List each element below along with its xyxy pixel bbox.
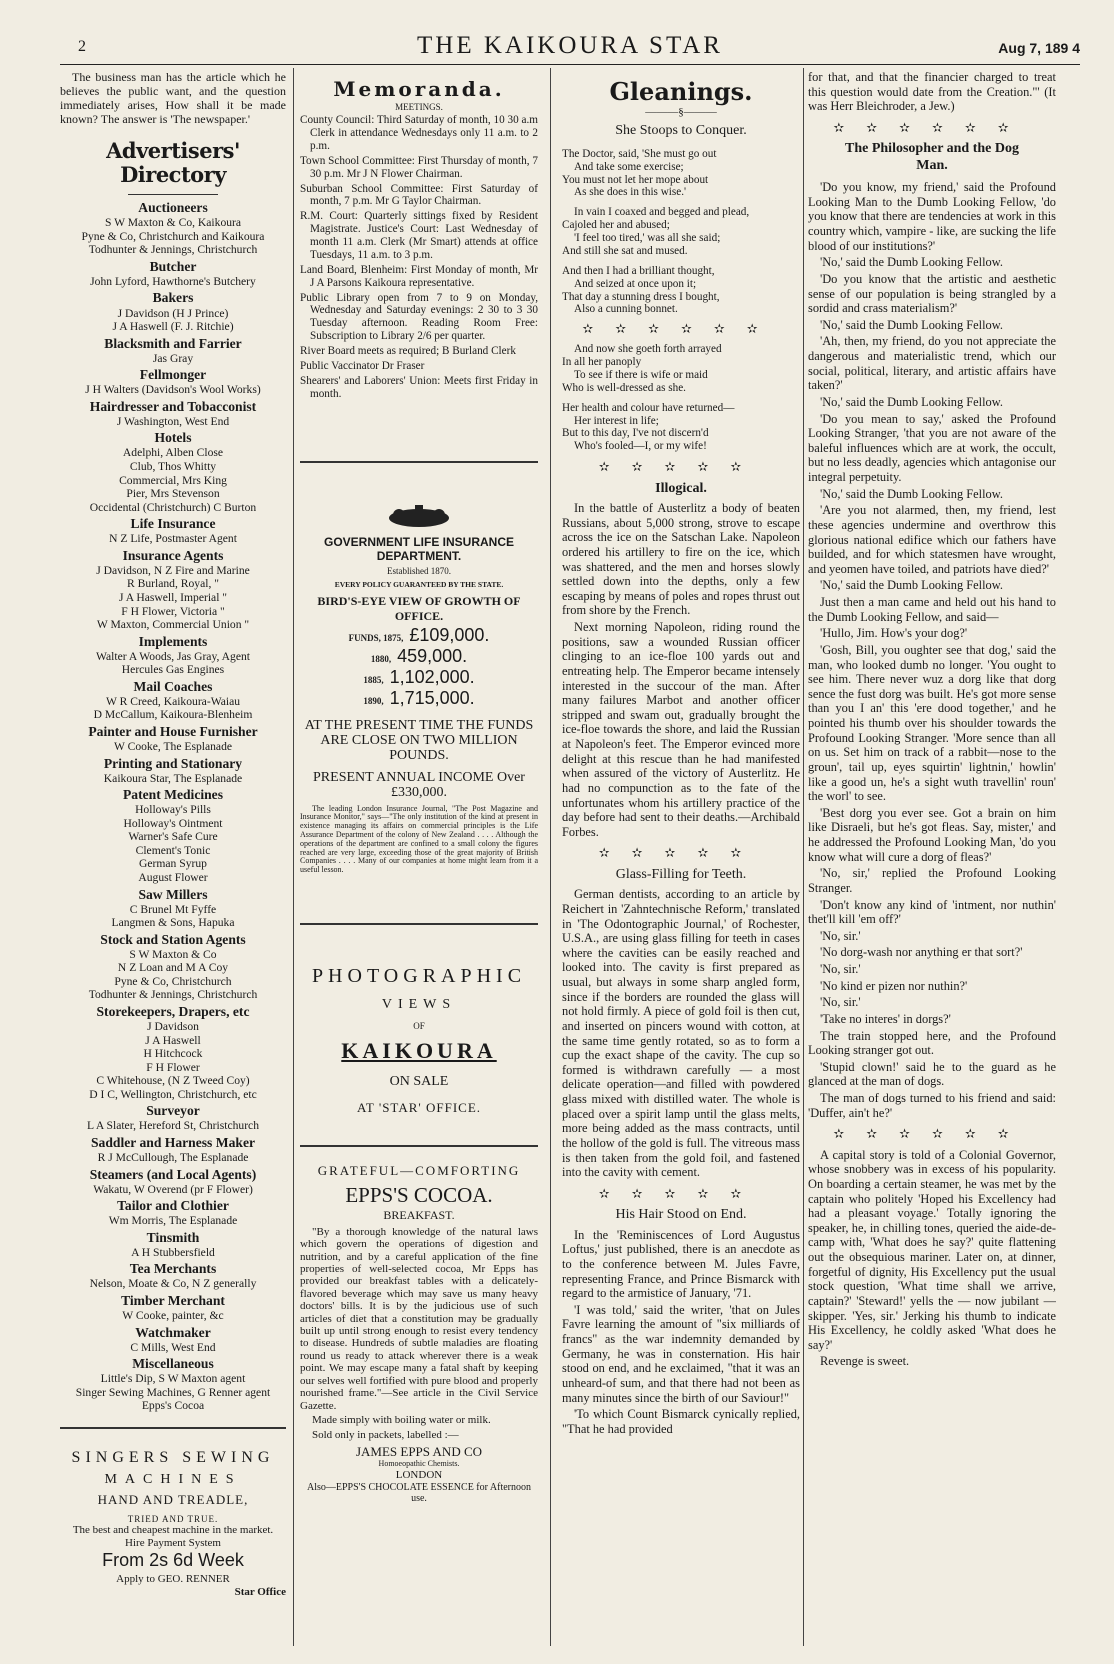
directory-entry: W R Creed, Kaikoura-Waiau [105,694,241,708]
gov-insurance-ad [300,503,538,875]
star-divider: ✫✫✫✫✫✫ [833,119,1031,135]
directory-entry: F H Flower [146,1060,200,1074]
hair-article [562,1228,800,1437]
epps-body: "By a thorough knowledge of the natural laws which govern the operations of digestion and nutrition, and by a careful application of the fine properties of well-selected cocoa, Mr Epps has provided our breakfast tables with a delicately-flavored beverage which may save us many heavy doctors' bills. It is by the judicious use of such articles of diet that a constitution may be gradually built up until strong enough to resist every tendency to disease. Hundreds of subtle maladies are floating round us ready to attack wherever there is a weak point. We may escape many a fatal shaft by keeping our selves well fortified with pure blood and properly nourished frame."—See article in the Civil Service Gazette. [300,1225,538,1412]
funds-amount: 1,102,000. [389,667,475,688]
directory-category: Mail Coaches [133,678,213,694]
poem-line: And now she goeth forth arrayed [574,343,722,356]
poem-line: Also a cunning bonnet. [574,303,678,316]
gleanings-title: Gleanings. [609,77,753,106]
singer-line1: SINGERS SEWING [71,1448,275,1466]
star-divider: ✫✫✫✫✫✫ [833,1126,1031,1142]
gov-quote: The leading London Insurance Journal, "The Post Magazine and Insurance Monitor," says—"The only institution of the kind at present in existence managing its affairs on commercial principles is the Life Assurance Department of the colony of New Zealand . . . . Although the operations of the department are confined to a small colony the figures reached are very large, exceeding those of the great majority of British Companies . . . . Many of our companies at home might learn from it a useful lesson. [300,803,538,875]
directory-category: Painter and House Furnisher [88,724,258,739]
funds-amount: £109,000. [409,624,490,645]
poem-title: She Stoops to Conquer. [615,123,747,139]
star-divider: ✫✫✫✫✫ [598,1185,764,1201]
directory-entry: Todhunter & Jennings, Christchurch [88,988,258,1002]
funds-amount: 459,000. [397,645,468,666]
poem-line: And still she sat and mused. [562,244,688,257]
paragraph: The man of dogs turned to his friend and said: 'Duffer, ain't he?' [808,1091,1056,1120]
photo-line2: VIEWS [381,996,457,1012]
paragraph: 'No,' said the Dumb Looking Fellow. [820,394,1003,409]
paragraph: 'Take no interes' in dorgs?' [820,1011,951,1026]
directory-entry: August Flower [138,871,208,885]
directory-entry: D I C, Wellington, Christchurch, etc [89,1087,257,1101]
poem-line: You must not let her mope about [562,173,709,186]
paragraph: 'Don't know any kind of 'intment, nor nuthin' thet'll kill 'em off?' [808,897,1056,927]
stanza-break [562,395,800,402]
advertisers-directory [60,200,286,1413]
memoranda-list [300,114,538,400]
paragraph: Next morning Napoleon, riding round the positions, saw a wounded Russian officer clinging to an ice-floe 100 yards out and entreating help. The Emperor became intensely interested in the succour of the man. After many failures Marbot and another officer stripped and swam out, gradually brought the ice-floe towards the shore, and laid the Russian at Napoleon's feet. The Emperor evinced more delight at this rescue than he had manifested when assured of the victory of Austerlitz. He had no compunction as to the fate of the unfortunates whom his artillery practice of the day before had sent to their deaths.—Archibald Forbes. [562,620,800,839]
column-divider [550,68,551,1646]
photo-line5: ON SALE [389,1073,449,1089]
directory-entry: Hercules Gas Engines [121,663,225,677]
paragraph: In the battle of Austerlitz a body of beaten Russians, about 5,000 strong, strove to escape across the ice on the Satschan Lake. Napoleon ordered his artillery to fire on the ice, which was shattered, and the men and horses slowly settled down into the depths, only a few escaping by means of poles and ropes thrust out from shore by the French. [562,501,800,618]
epps-firm: JAMES EPPS AND CO [355,1443,483,1459]
directory-category: Bakers [152,290,194,306]
funds-table [300,625,538,710]
divider [300,1145,538,1147]
paragraph: 'Gosh, Bill, you oughter see that dog,' said the man, who looked dumb no longer. 'You ought to see him. There never wuz a dorg like that dorg sence the fust dorg was built. He's got more sense than you I an' this 'ere dood together,' and he pointed his thumb over his shoulder towards the Profound Looking Stranger. 'More sence than all on us. Set him on track of a rabbit—nose to the groun', tail up, eyes squirtin' lightnin,' howlin' like a good un, he's a sight wuth travellin' roun' the worl' to see. [808,642,1056,804]
directory-entry: Epps's Cocoa [141,1399,205,1413]
memoranda-subtitle: MEETINGS. [395,101,443,112]
epps-line1: GRATEFUL—COMFORTING [317,1163,521,1179]
directory-category: Saddler and Harness Maker [90,1135,256,1151]
singer-line7: From 2s 6d Week [102,1550,244,1571]
memo-item: Shearers' and Laborers' Union: Meets first Friday in month. [300,374,538,400]
singer-line2: MACHINES [104,1471,242,1487]
directory-entry: Clement's Tonic [135,843,211,857]
singer-line8: Apply to GEO. RENNER [116,1573,230,1586]
directory-entry: Wm Morris, The Esplanade [108,1214,238,1228]
directory-entry: R Burland, Royal, " [126,577,219,591]
poem-line: Her interest in life; [574,414,659,427]
singer-line9: Star Office [234,1586,286,1599]
poem-line: Who's fooled—I, or my wife! [574,440,707,453]
directory-entry: Pier, Mrs Stevenson [126,487,220,501]
intro-paragraph: The business man has the article which he believes the public want, and the question immediately arises, How shall it be made known? The answer is 'The newspaper.' [60,70,286,127]
page-number: 2 [78,38,86,55]
poem-line: In vain I coaxed and begged and plead, [574,206,750,219]
directory-entry: J Davidson, N Z Fire and Marine [96,563,250,577]
epps-london: LONDON [395,1468,443,1481]
directory-entry: J Davidson (H J Prince) [117,306,229,320]
funds-row [300,646,538,667]
illogical-title: Illogical. [655,480,707,496]
directory-entry: Kaikoura Star, The Esplanade [103,771,243,785]
directory-entry: Adelphi, Alben Close [122,446,224,460]
directory-category: Storekeepers, Drapers, etc [96,1004,250,1020]
funds-amount: 1,715,000. [389,688,475,709]
gov-est: Established 1870. [387,565,451,576]
memo-item: River Board meets as required; B Burland Clerk [300,345,516,358]
directory-entry: Holloway's Ointment [123,816,223,830]
directory-category: Stock and Station Agents [100,931,246,947]
directory-category: Surveyor [146,1103,200,1119]
directory-entry: S W Maxton & Co [129,947,217,961]
gov-present1: AT THE PRESENT TIME THE FUNDS ARE CLOSE ON TWO MILLION POUNDS. [304,717,534,764]
directory-entry: J Washington, West End [116,414,230,428]
memo-item: Public Library open from 7 to 9 on Monday, Wednesday and Saturday evenings: 2 30 to 3 30 Tuesday afternoon. Reading Room Free: Subscription to Library 2/6 per quarter. [300,291,538,343]
glass-article: German dentists, according to an article by Reichert in 'Zahntechnische Reform,' translated in 'The Odontographic Journal,' of Rochester, U.S.A., are using glass filling for teeth in cases where the cavities can be easily reached and looked into. The cavity is first prepared as usual, but always in some sharp angled form, since if the borders are rounded the glass will not hold firmly. A piece of gold foil is then cut, and inserted on pincers wound with cotton, at the same time gently rotated, so as to form a cup the exact shape of the cavity. The cup so formed is withdrawn carefully — a most delicate operation—and filled with powdered glass mixed with distilled water. The whole is placed over a spirit lamp until the glass melts, more being added as the mass contracts, until the hollow of the gold is full. The vitreous mass is then taken from the gold foil, and fastened into the cavity with cement. [562,887,800,1180]
poem-line: Who is well-dressed as she. [562,381,686,394]
divider [300,923,538,925]
directory-entry: A H Stubbersfield [131,1245,215,1259]
masthead-rule [60,64,1080,65]
paragraph: 'Do you mean to say,' asked the Profound Looking Stranger, 'that you are not aware of the baleful influences which are at work, the occult, but no less deadly, agencies which antagonise our integral perpetuity. [808,411,1056,485]
photo-line4: KAIKOURA [341,1037,497,1063]
epps-sold: Sold only in packets, labelled :— [312,1428,459,1441]
directory-entry: Langmen & Sons, Hapuka [111,916,235,930]
paragraph: 'No, sir.' [820,995,861,1010]
paragraph: 'No,' said the Dumb Looking Fellow. [820,317,1003,332]
column-1 [60,70,286,1599]
paragraph: In the 'Reminiscences of Lord Augustus Loftus,' just published, there is an anecdote as to the conference between M. Jules Favre, representing France, and Prince Bismarck with regard to the armistice of January, '71. [562,1227,800,1301]
epps-chem: Homoeopathic Chemists. [378,1459,460,1469]
photo-line6: AT 'STAR' OFFICE. [356,1100,482,1116]
directory-category: Blacksmith and Farrier [104,335,242,351]
poem-line: To see if there is wife or maid [574,368,708,381]
poem-line: As she does in this wise.' [574,186,687,199]
memo-item: Public Vaccinator Dr Fraser [300,359,425,372]
directory-entry: J H Walters (Davidson's Wool Works) [85,383,261,397]
directory-entry: L A Slater, Hereford St, Christchurch [86,1119,259,1133]
funds-year: FUNDS, 1875, [348,632,404,643]
revenge-line: Revenge is sweet. [820,1354,910,1369]
paragraph: 'No,' said the Dumb Looking Fellow. [820,578,1003,593]
column-2 [300,70,538,1505]
directory-entry: Nelson, Moate & Co, N Z generally [89,1277,257,1291]
memo-item: County Council: Third Saturday of month, 10 30 a.m Clerk in attendance Wednesdays only 11 a.m. to 2 p.m. [300,114,538,152]
directory-entry: Commercial, Mrs King [119,473,227,487]
directory-entry: Warner's Safe Cure [128,830,218,844]
photo-line1: PHOTOGRAPHIC [311,964,527,987]
directory-category: Butcher [149,258,197,274]
column-4 [808,70,1056,1371]
funds-year: 1885, [363,675,384,686]
singer-line6: Hire Payment System [125,1537,221,1550]
directory-entry: N Z Life, Postmaster Agent [109,532,237,546]
issue-date: Aug 7, 189 4 [998,40,1080,56]
star-divider: ✫✫✫✫✫✫ [582,321,780,337]
directory-entry: S W Maxton & Co, Kaikoura [104,216,242,230]
philosopher-title: The Philosopher and the Dog Man. [845,141,1019,173]
star-divider: ✫✫✫✫✫ [598,845,764,861]
directory-category: Insurance Agents [122,547,224,563]
directory-entry: Walter A Woods, Jas Gray, Agent [96,649,250,663]
paragraph: Just then a man came and held out his hand to the Dumb Looking Fellow, and said— [808,595,1056,624]
paragraph: 'No, sir.' [820,928,861,943]
directory-category: Steamers (and Local Agents) [89,1166,257,1182]
epps-cocoa-ad [300,1163,538,1505]
singer-line5: The best and cheapest machine in the market. [72,1524,274,1537]
singer-line3: HAND AND TREADLE, [97,1492,249,1508]
paragraph: 'No dorg-wash nor anything er that sort?' [820,945,1023,960]
paragraph: 'Do you know that the artistic and aesthetic sense of our population is being strangled by a sordid and crass materialism?' [808,271,1056,316]
column-divider [803,68,804,1646]
directory-entry: W Cooke, painter, &c [122,1309,224,1323]
directory-title: Advertisers' Directory [106,137,240,188]
directory-entry: J A Haswell (F. J. Ritchie) [112,320,234,334]
star-divider: ✫✫✫✫✫ [598,459,764,475]
directory-category: Timber Merchant [121,1293,225,1308]
paragraph: 'To which Count Bismarck cynically replied, "That he had provided [562,1407,800,1436]
philosopher-article [808,180,1056,1120]
directory-entry: C Mills, West End [130,1340,216,1354]
section-ornament: ———§——— [645,106,717,119]
epps-also: Also—EPPS'S CHOCOLATE ESSENCE for Afternoon use. [306,1481,532,1505]
directory-entry: Todhunter & Jennings, Christchurch [88,243,258,257]
paragraph: 'Best dorg you ever see. Got a brain on him like Disraeli, but he's got fleas. Say, mister,' and he addressed the Profound Looking Man, 'do you know what will cure a dorg of fleas?' [808,805,1056,864]
directory-entry: D McCallum, Kaikoura-Blenheim [93,708,253,722]
directory-entry: N Z Loan and M A Coy [117,961,229,975]
directory-entry: W Cooke, The Esplanade [113,740,233,754]
hair-title: His Hair Stood on End. [615,1207,747,1223]
paragraph: 'Are you not alarmed, then, my friend, lest these agencies undermine and overthrow this glorious national edifice which our fathers have builded, and for which statesmen have wrought, and yeomen have toiled, and patriots have died?' [808,503,1056,576]
stanza-break [562,258,800,265]
governor-story: A capital story is told of a Colonial Governor, whose snobbery was in excess of his popularity. On boarding a certain steamer, he was met by the captain who politely 'Hoped his Excellency had had a pleasant voyage.' Totally ignoring the speaker, he, in chilling tones, queried the aide-de-camp with, 'What does he say?' quite flattening out the obsequious mariner. Later on, at dinner, forgetful of dignity, His Excellency put the usual stock question, 'What time shall we arrive, captain?' 'Steward!' yells the — now jubilant — skipper. 'Yes, sir.' Jerking his thumb to indicate His Excellency, he coldly asked 'What does he say?' [808,1147,1056,1352]
directory-category: Miscellaneous [132,1356,214,1372]
crest-icon [379,503,459,529]
paragraph: 'No, sir,' replied the Profound Looking Stranger. [808,866,1056,895]
directory-entry: J A Haswell [145,1033,201,1047]
poem-line: And then I had a brilliant thought, [562,264,715,277]
masthead [60,26,1080,60]
memoranda-title: Memoranda. [333,77,505,101]
directory-entry: Holloway's Pills [135,803,211,817]
directory-category: Tea Merchants [129,1261,217,1277]
epps-made: Made simply with boiling water or milk. [312,1414,491,1427]
directory-entry: Little's Dip, S W Maxton agent [100,1372,246,1386]
directory-entry: Singer Sewing Machines, G Renner agent [75,1385,271,1399]
poem-line: And take some exercise; [574,160,684,173]
directory-entry: F H Flower, Victoria " [121,604,225,618]
funds-row [300,625,538,646]
illogical-article [562,501,800,839]
directory-entry: Jas Gray [152,351,194,365]
gov-present2: PRESENT ANNUAL INCOME Over £330,000. [313,769,525,801]
divider [300,461,538,463]
directory-entry: C Brunel Mt Fyffe [129,902,217,916]
directory-entry: German Syrup [139,857,207,871]
funds-row [300,688,538,709]
directory-category: Saw Millers [138,886,208,902]
divider [60,1427,286,1429]
gov-guarantee: EVERY POLICY GUARANTEED BY THE STATE. [334,579,504,589]
paragraph: 'Hullo, Jim. How's your dog?' [820,626,968,641]
singer-line4: TRIED AND TRUE. [127,1513,219,1524]
directory-category: Fellmonger [139,367,207,383]
directory-category: Hotels [154,430,192,446]
continued-text: for that, and that the financier charged to treat this question would date from the Creation."' (It was Herr Bleichroder, a Jew.) [808,70,1056,114]
stanza-break [562,199,800,206]
column-3 [562,70,800,1438]
memo-item: Town School Committee: First Thursday of month, 7 30 p.m. Mr J N Flower Chairman. [300,154,538,180]
poem-line: Cajoled her and abused; [562,219,670,232]
divider [128,194,218,195]
gov-title: GOVERNMENT LIFE INSURANCE DEPARTMENT. [323,534,514,563]
photo-line3: OF [413,1021,425,1032]
directory-category: Hairdresser and Tobacconist [89,398,257,414]
poem-line: But to this day, I've not discern'd [562,427,709,440]
memo-item: R.M. Court: Quarterly sittings fixed by Resident Magistrate. Justice's Court: Last Wednesday of month 11 a.m. Clerk (Mr Smart) attends at office Tuesdays, 11 a.m. to 3 p.m. [300,210,538,261]
epps-line3: BREAKFAST. [383,1207,455,1222]
paragraph: 'Ah, then, my friend, do you not appreciate the dangerous and materialistic trend, which our social, political, literary, and artistic affairs have taken?' [808,334,1056,393]
poem-line: 'I feel too tired,' was all she said; [574,232,721,245]
directory-category: Printing and Stationary [103,755,243,771]
paragraph: 'No, sir.' [820,962,861,977]
directory-category: Implements [138,633,208,649]
directory-entry: Occidental (Christchurch) C Burton [89,500,257,514]
directory-entry: R J McCullough, The Esplanade [97,1151,249,1165]
memo-item: Suburban School Committee: First Saturday of month, 7 p.m. Mr G Taylor Chairman. [300,182,538,208]
paragraph: 'Do you know, my friend,' said the Profound Looking Man to the Dumb Looking Fellow, 'do you know that there are tendencies at work in this country which, vampire - like, are sucking the life blood of our institutions?' [808,180,1056,253]
directory-entry: Pyne & Co, Christchurch and Kaikoura [81,229,265,243]
directory-entry: Pyne & Co, Christchurch [114,974,232,988]
photographic-views-ad [300,965,538,1116]
paragraph: 'No,' said the Dumb Looking Fellow. [820,255,1003,270]
paragraph: 'I was told,' said the writer, 'that on Jules Favre learning the amount of "six milliards of francs" as the war indemnity demanded by Germany, he was in consternation. His hair stood on end, and he exclaimed, "that it was an unheard-of sum, and that there had not been as many minutes since the birth of our Saviour!" [562,1302,800,1405]
funds-row [300,667,538,688]
directory-entry: Wakatu, W Overend (pr F Flower) [93,1182,253,1196]
directory-entry: John Lyford, Hawthorne's Butchery [90,274,256,288]
directory-entry: Club, Thos Whitty [129,460,217,473]
singer-ad [60,1449,286,1599]
directory-category: Watchmaker [135,1324,211,1340]
directory-entry: J Davidson [147,1020,199,1034]
funds-year: 1880, [370,653,392,664]
directory-entry: H Hitchcock [143,1047,203,1061]
poem-line: Her health and colour have returned— [562,401,735,414]
funds-year: 1890, [363,696,384,707]
memo-item: Land Board, Blenheim: First Monday of month, Mr J A Parsons Kaikoura representative. [300,263,538,289]
paragraph: 'No kind er pizen nor nuthin?' [820,978,968,993]
glass-title: Glass-Filling for Teeth. [615,866,747,882]
paragraph: 'No,' said the Dumb Looking Fellow. [820,486,1003,501]
paragraph: The train stopped here, and the Profound Looking stranger got out. [808,1028,1056,1058]
poem-line: The Doctor, said, 'She must go out [562,147,717,160]
directory-category: Tailor and Clothier [117,1198,229,1214]
paragraph: 'Stupid clown!' said he to the guard as he glanced at the man of dogs. [808,1059,1056,1089]
poem-she-stoops [562,148,800,453]
directory-entry: C Whitehouse, (N Z Tweed Coy) [96,1074,250,1088]
directory-category: Patent Medicines [122,787,224,803]
epps-line2: EPPS'S COCOA. [345,1182,493,1207]
poem-line: In all her panoply [562,356,642,369]
poem-line: That day a stunning dress I bought, [562,290,720,303]
directory-entry: J A Haswell, Imperial " [118,591,228,604]
directory-entry: W Maxton, Commercial Union " [96,618,250,632]
newspaper-title: THE KAIKOURA STAR [417,32,723,59]
column-divider [293,68,294,1646]
gov-birdseye: BIRD'S-EYE VIEW OF GROWTH OF OFFICE. [317,594,521,623]
poem-line: And seized at once upon it; [574,277,697,290]
directory-category: Tinsmith [146,1229,200,1245]
directory-category: Auctioneers [138,200,208,216]
directory-category: Life Insurance [130,516,216,532]
